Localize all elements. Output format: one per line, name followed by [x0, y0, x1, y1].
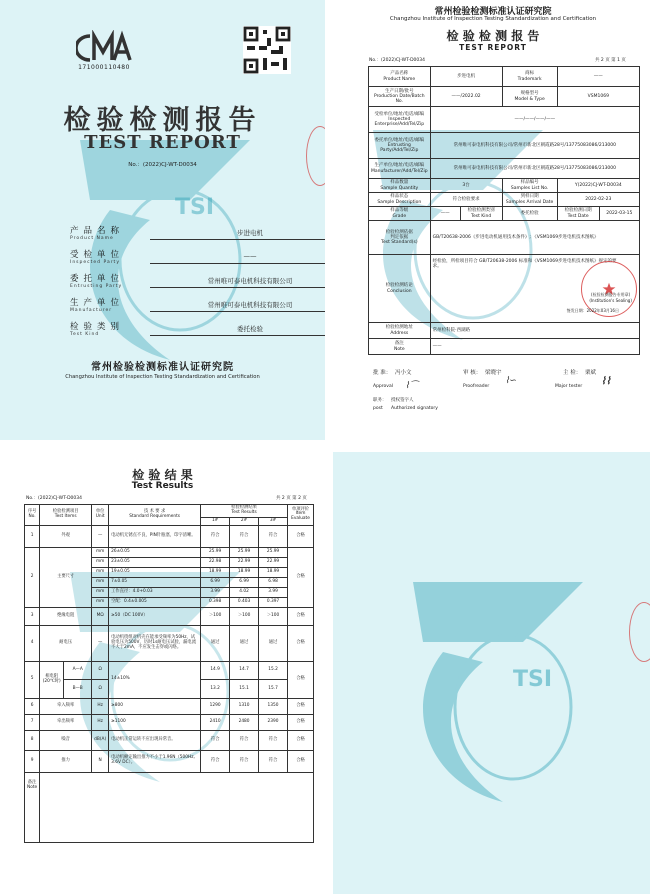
proof-label: 审 核：	[463, 370, 482, 376]
tester-label: 主 检：	[563, 370, 582, 376]
cover-report-no: No.：(2022)CJ-WT-D0034	[128, 162, 197, 168]
results-report-no: No.：(2022)CJ-WT-D0034	[26, 496, 83, 501]
cell-unit: mm	[92, 577, 109, 587]
cell-r2: 22.99	[230, 557, 259, 567]
cell-r2: 符合	[230, 730, 259, 750]
summary-institute-zh: 常州检验检测标准认证研究院	[434, 7, 552, 17]
hdr-r1: 1#	[201, 517, 230, 525]
cell-r1: 13.2	[201, 680, 230, 699]
field-label-zh: 检验类别	[70, 322, 125, 332]
phase-b-label: B—B	[72, 685, 83, 691]
address-value: 常州检科院·西湖路	[430, 323, 639, 339]
summary-table	[368, 66, 640, 355]
field-value: 步进电机	[150, 228, 325, 240]
post-value-en: Authorized signatory	[391, 406, 438, 411]
cell-req: 工作直径：4.0+0.03	[109, 587, 201, 597]
cell-unit: mm	[92, 567, 109, 577]
sign-date: 签发日期：2022年03月16日	[566, 308, 619, 313]
cover-field-inspected	[70, 248, 325, 270]
tester-name: 栗斌	[585, 370, 597, 376]
table-row	[25, 730, 314, 750]
cell-r1: 14.9	[201, 661, 230, 680]
summary-title-zh: 检 验 检 测 报 告	[446, 29, 540, 43]
test-date-value: 2022-03-15	[599, 207, 639, 221]
cell-r2: 0.403	[230, 597, 259, 607]
cell-r1: 22.98	[201, 557, 230, 567]
label-en: Test Standard(s)	[380, 240, 418, 246]
table-row	[25, 714, 314, 730]
cover-page	[0, 0, 325, 440]
inspected-value: ——/——/——/——	[430, 107, 639, 133]
cell-req: 26±0.05	[109, 547, 201, 557]
label-zh: 生产日期/批号	[385, 88, 414, 94]
hdr-eval: 单项评价	[291, 506, 310, 512]
cover-title-en: TEST REPORT	[84, 132, 241, 153]
hdr-eval-en: Item Evaluate	[291, 511, 310, 522]
cell-r1: ＞100	[201, 607, 230, 625]
post-value: 授权签字人	[391, 398, 414, 403]
cell-item: 噪音	[40, 730, 92, 750]
field-label-zh: 委托单位	[70, 274, 125, 284]
label-zh: 受检单位/地址/电话/邮编	[374, 111, 425, 117]
cell-eval: 合格	[288, 525, 314, 547]
cell-r1: 通过	[201, 625, 230, 661]
cell-no: 1	[25, 525, 40, 547]
cell-no: 8	[25, 730, 40, 750]
hdr-item-en: Test Items	[54, 513, 77, 519]
field-label-en: Product Name	[70, 236, 114, 241]
cell-r3: 25.99	[259, 547, 288, 557]
label-zh: 检验检测依据	[385, 229, 413, 235]
label-zh: 检验检测地址	[385, 325, 413, 331]
cell-r3: 15.7	[259, 680, 288, 699]
cell-req: 23±0.05	[109, 557, 201, 567]
state-value: 符合检验要求	[430, 193, 502, 207]
table-row	[25, 625, 314, 661]
cell-req: 空配：0.4±0.005	[109, 597, 201, 607]
cell-r3: 2390	[259, 714, 288, 730]
cell-item: 绝缘电阻	[40, 607, 92, 625]
cell-no: 5	[25, 661, 40, 698]
proof-label-en: Proofreader	[463, 384, 490, 389]
label-en: Sample Quantity	[380, 185, 419, 191]
cell-r2: 1310	[230, 698, 259, 714]
label-en: Sample Description	[377, 199, 422, 205]
hdr-result-en: Test Results	[231, 509, 257, 515]
label-en: Production Date/Batch No.	[374, 93, 425, 105]
approver-signature: ⌇⌒	[405, 381, 419, 391]
cell-unit: mm	[92, 547, 109, 557]
cell-r1: 25.99	[201, 547, 230, 557]
label-en: Samples Arrival Date	[505, 199, 554, 205]
standard-value: GB/T20638-2006《步进电动机通用技术条件》; 《VSM1069步进电机技术图纸》	[430, 221, 639, 255]
tester-label-en: Major tester	[555, 384, 583, 389]
cell-r2: 符合	[230, 750, 259, 772]
hdr-r2: 2#	[230, 517, 259, 525]
cell-r1: 1290	[201, 698, 230, 714]
table-row-remark	[25, 772, 314, 842]
tester-signature: ⌇⌇	[601, 376, 611, 387]
cell-unit: —	[92, 525, 109, 547]
cell-item: 相电阻(20℃时)	[40, 662, 64, 698]
cell-req: ≥50（DC 100V）	[109, 607, 201, 625]
cell-item: 主要尺寸	[40, 547, 92, 607]
conclusion-value: 经检验，所检项目符合 GB/T20638-2006 标准和《VSM1069步进电机技术图纸》规定的要求。	[432, 259, 617, 270]
cell-r1: 3.99	[201, 587, 230, 597]
label-en: Address	[390, 330, 409, 336]
remark-label-en: Note	[27, 784, 38, 790]
label-en: Grade	[392, 213, 407, 219]
tsi-watermark-icon	[393, 562, 603, 812]
cell-eval: 合格	[288, 661, 314, 698]
cell-r1: 18.99	[201, 567, 230, 577]
seal-edge-mark	[306, 126, 325, 186]
stamp-text-en: (Institution's Sealing)	[589, 298, 632, 303]
cell-unit: Ω	[92, 661, 109, 680]
proofreader-name: 梁晓宇	[485, 370, 502, 376]
field-label-en: Entrusting Party	[70, 284, 123, 289]
cell-req: 电动机额定输出推力不小于1.96N（500Hz, 3.6V DC）。	[109, 750, 201, 772]
label-zh: 规格型号	[520, 91, 539, 97]
watermark-tsi-text: TSI	[175, 195, 215, 220]
cover-title-zh: 检验检测报告	[63, 105, 262, 136]
post-label: 职务：	[373, 398, 387, 403]
label-zh: 样品数量	[390, 180, 409, 186]
field-label-en: Manufacturer	[70, 308, 113, 313]
label-zh: 检验检测日期	[564, 208, 592, 214]
cell-eval: 合格	[288, 714, 314, 730]
cell-r2: 通过	[230, 625, 259, 661]
cell-req: ≥1100	[109, 714, 201, 730]
cell-unit: Hz	[92, 698, 109, 714]
table-row	[25, 525, 314, 547]
cell-no: 4	[25, 625, 40, 661]
remark-value: ——	[430, 339, 639, 355]
label-en: Note	[393, 346, 405, 352]
cell-unit: Ω	[92, 680, 109, 699]
cell-eval: 合格	[288, 750, 314, 772]
cell-item: 牵入频率	[40, 698, 92, 714]
label-zh: 备注	[394, 341, 404, 347]
grade-value: ——	[430, 207, 460, 221]
label-en: Conclusion	[387, 288, 412, 294]
label-en: Test Date	[567, 213, 589, 219]
field-value: ——	[150, 252, 325, 264]
cell-item: 外观	[40, 525, 92, 547]
post-label-en: post	[373, 406, 383, 411]
hdr-req: 技 术 要 求	[143, 509, 166, 514]
cell-req: 19±0.05	[109, 567, 201, 577]
label-zh: 生产单位/地址/电话/邮编	[374, 163, 425, 169]
results-table	[24, 504, 314, 843]
cell-r2: 符合	[230, 525, 259, 547]
cell-no: 7	[25, 714, 40, 730]
approval-label: 批 准：	[373, 370, 392, 376]
hdr-item: 检验检测项目	[52, 509, 79, 514]
summary-institute-en: Changzhou Institute of Inspection Testing Standardization and Certification	[389, 16, 597, 22]
field-value: 委托检验	[150, 324, 325, 336]
phase-a-label: A—A	[64, 662, 91, 681]
cell-req: ≥800	[109, 698, 201, 714]
cell-no: 2	[25, 547, 40, 607]
sample-no-value: Y(2022)CJ-WT-D0034	[557, 179, 639, 193]
cell-req: 电动机无锈点不良，PIN针瓶塞，印字清晰。	[109, 525, 201, 547]
blank-back-page	[333, 452, 650, 894]
entrusting-value: 常州唯可泰电机科技有限公司/常州市新北区朝霞路28号/13775083086/213000	[430, 133, 639, 159]
cell-req: 电动机绕组对机壳在能承受频率为50Hz、试验电压为500V，历时1s耐电压试验，漏电流不大于2mA，不应发生击穿或闪络。	[109, 625, 201, 661]
cell-r2: 14.7	[230, 661, 259, 680]
cover-institute-en: Changzhou Institute of Inspection Testing Standardization and Certification	[65, 374, 260, 380]
results-page-info: 共 2 页 第 2 页	[276, 496, 307, 501]
cell-r2: 2480	[230, 714, 259, 730]
cell-req: 电动机正常运转不应出现异常音。	[109, 730, 201, 750]
results-page	[0, 452, 325, 894]
label-zh: 样品等级	[390, 208, 409, 214]
remark-label: 备注	[27, 779, 37, 785]
cell-r3: 3.99	[259, 587, 288, 597]
field-value: 常州唯可泰电机科技有限公司	[150, 300, 325, 312]
cell-eval: 合格	[288, 625, 314, 661]
cell-r3: 符合	[259, 525, 288, 547]
field-label-zh: 受检单位	[70, 250, 125, 260]
label-zh: 检验检测类别	[467, 208, 495, 214]
hdr-req-en: Standard Requirements	[129, 513, 181, 519]
cell-r1: 符合	[201, 730, 230, 750]
table-row	[25, 661, 314, 680]
cell-unit: mm	[92, 587, 109, 597]
cover-institute-zh: 常州检验检测标准认证研究院	[91, 362, 234, 373]
cell-r3: 0.397	[259, 597, 288, 607]
cell-r2: 4.02	[230, 587, 259, 597]
cma-logo-icon	[76, 30, 132, 64]
cell-item: 推力	[40, 750, 92, 772]
cell-r3: 符合	[259, 730, 288, 750]
watermark-tsi-text: TSI	[513, 667, 553, 692]
cell-r2: 15.1	[230, 680, 259, 699]
approval-label-en: Approval	[373, 384, 393, 389]
manufacturer-value: 常州唯可泰电机科技有限公司/常州市新北区朝霞路28号/13775083086/213000	[430, 159, 639, 179]
qr-code-icon[interactable]	[243, 26, 291, 74]
cover-field-entrusting	[70, 272, 325, 294]
cell-r2: ＞100	[230, 607, 259, 625]
hdr-unit: 单位	[95, 509, 105, 514]
summary-page	[333, 0, 650, 440]
cell-r3: 1350	[259, 698, 288, 714]
cell-unit: dB(A)	[92, 730, 109, 750]
results-title-en: Test Results	[131, 481, 194, 491]
summary-page-info: 共 2 页 第 1 页	[595, 58, 626, 63]
hdr-r3: 3#	[259, 517, 288, 525]
cell-eval: 合格	[288, 607, 314, 625]
hdr-no-en: No.	[28, 513, 36, 519]
cell-unit: Hz	[92, 714, 109, 730]
label-en: Product Name	[383, 76, 416, 82]
summary-report-no: No.：(2022)CJ-WT-D0034	[369, 58, 426, 63]
label-en: Trademark	[517, 76, 542, 82]
hdr-result: 检验检测结果	[231, 505, 257, 510]
field-label-en: Test Kind	[70, 332, 100, 337]
qty-value: 3台	[430, 179, 502, 193]
cell-r1: 0.398	[201, 597, 230, 607]
seal-edge-mark	[629, 602, 650, 662]
label-en: Entrusting Party/Add/Tel/Zip	[380, 142, 419, 154]
table-row	[25, 547, 314, 557]
label-en: Inspected Enterprise/Add/Tel/Zip	[374, 116, 425, 128]
stamp-text: (检验检测报告专用章)	[591, 292, 631, 297]
label-zh-sub: 判定依据	[390, 234, 409, 240]
hdr-unit-en: Unit	[95, 513, 105, 519]
cell-no: 9	[25, 750, 40, 772]
cell-r3: 6.98	[259, 577, 288, 587]
cell-no: 3	[25, 607, 40, 625]
cell-unit: MΩ	[92, 607, 109, 625]
kind-value: 委托检验	[502, 207, 557, 221]
label-zh: 产品名称	[390, 71, 409, 77]
cell-r3: ＞100	[259, 607, 288, 625]
field-label-zh: 产品名称	[70, 226, 125, 236]
label-en: Model & Type	[514, 96, 545, 102]
cell-r1: 2410	[201, 714, 230, 730]
label-zh: 商标	[525, 71, 535, 77]
cell-r3: 15.2	[259, 661, 288, 680]
label-zh: 样品编号	[520, 180, 539, 186]
cell-item: 耐电压	[40, 625, 92, 661]
cma-code: 171000110480	[78, 64, 130, 71]
cell-req: 14±10%	[109, 661, 201, 698]
cell-eval: 合格	[288, 698, 314, 714]
label-en: Samples List No.	[510, 185, 549, 191]
hdr-no: 序号	[27, 509, 37, 514]
table-row	[25, 607, 314, 625]
label-en: Manufacturer/Add/Tel/Zip	[371, 168, 428, 174]
cell-unit: —	[92, 625, 109, 661]
cell-r3: 通过	[259, 625, 288, 661]
cell-unit: N	[92, 750, 109, 772]
field-value: 常州唯可泰电机科技有限公司	[150, 276, 325, 288]
model-value: VSM1069	[557, 87, 639, 107]
arrival-value: 2022-02-23	[557, 193, 639, 207]
label-zh: 检验检测结论	[385, 283, 413, 289]
cell-r1: 符合	[201, 750, 230, 772]
table-row	[25, 698, 314, 714]
field-label-en: Inspected Party	[70, 260, 120, 265]
cell-r2: 6.99	[230, 577, 259, 587]
field-label-zh: 生产单位	[70, 298, 125, 308]
cover-field-product	[70, 224, 325, 246]
label-zh: 样品状态	[390, 194, 409, 200]
cell-r3: 符合	[259, 750, 288, 772]
results-title-zh: 检 验 结 果	[132, 468, 193, 482]
label-zh: 委托单位/地址/电话/邮编	[374, 137, 425, 143]
prod-date-value: ——/2022.02	[430, 87, 502, 107]
cell-unit: mm	[92, 597, 109, 607]
label-en: Test Kind	[471, 213, 492, 219]
cell-unit: mm	[92, 557, 109, 567]
cell-r3: 22.99	[259, 557, 288, 567]
cover-field-manufacturer	[70, 296, 325, 318]
cell-r2: 25.99	[230, 547, 259, 557]
proofreader-signature: ⌇∽	[505, 376, 517, 386]
cell-item: 牵出频率	[40, 714, 92, 730]
cell-r1: 符合	[201, 525, 230, 547]
trademark-value: ——	[557, 67, 639, 87]
cell-no: 6	[25, 698, 40, 714]
cell-r1: 6.99	[201, 577, 230, 587]
summary-title-en: TEST REPORT	[459, 43, 527, 52]
cell-eval: 合格	[288, 547, 314, 607]
cell-r2: 18.99	[230, 567, 259, 577]
cell-req: 7±0.05	[109, 577, 201, 587]
table-row	[25, 750, 314, 772]
product-name-value: 步进电机	[430, 67, 502, 87]
label-zh: 到样日期	[520, 194, 539, 200]
cover-field-kind	[70, 320, 325, 342]
cell-eval: 合格	[288, 730, 314, 750]
approver-name: 冯小文	[395, 370, 412, 376]
cell-r3: 18.99	[259, 567, 288, 577]
